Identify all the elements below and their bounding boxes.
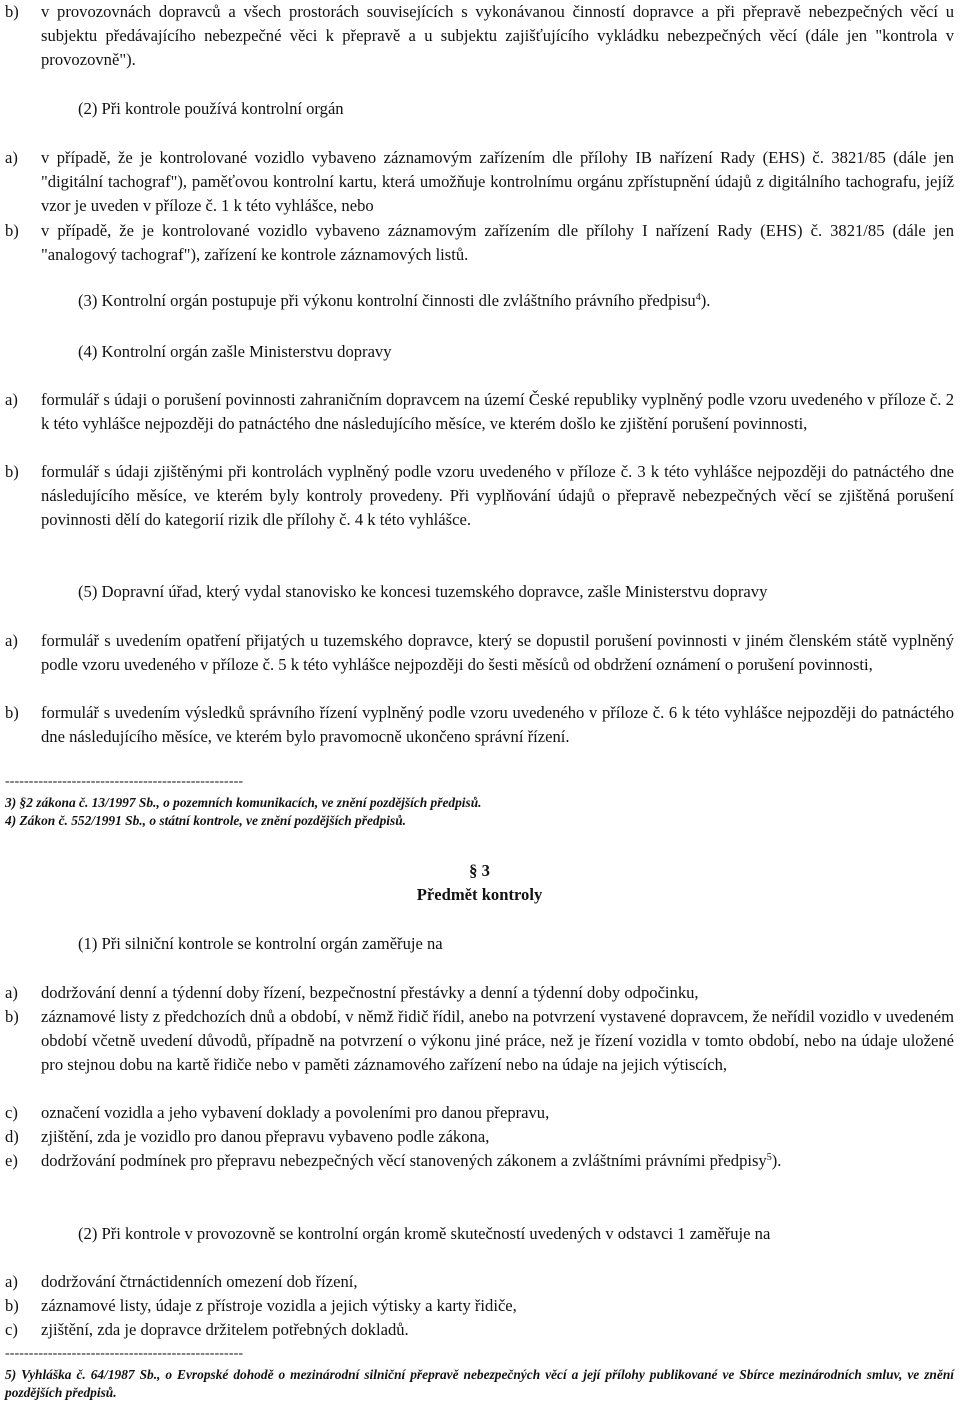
list-item-a [5,981,954,1005]
item-text: dodržování denní a týdenní doby řízení, bezpečnostní přestávky a denní a týdenní doby odpočinku, [41,983,699,1002]
item-text: dodržování čtrnáctidenních omezení dob řízení, [41,1272,358,1291]
footnote-3: 3) §2 zákona č. 13/1997 Sb., o pozemních komunikacích, ve znění pozdějších předpisů. [5,795,482,810]
list-item-b [5,1005,954,1078]
paragraph-3 [5,289,954,313]
section-3-paragraph-2-intro: (2) Při kontrole v provozovně se kontrolní orgán kromě skutečností uvedených v odstavci 1 zaměřuje na [78,1224,771,1243]
paragraph-tail: ). [700,291,711,310]
item-text: záznamové listy, údaje z přístroje vozidla a jejich výtisky a karty řidiče, [41,1296,517,1315]
list-item-a [5,1270,954,1294]
item-tail: ). [771,1151,782,1170]
list-item-b [5,0,954,73]
list-item-a [5,146,954,219]
item-text: dodržování podmínek pro přepravu nebezpečných věcí stanovených zákonem a zvláštními právními předpisy [41,1151,767,1170]
item-label: a) [5,1272,18,1291]
item-text: formulář s údaji zjištěnými při kontrolách vyplněný podle vzoru uvedeného v příloze č. 3 k této vyhlášce nejpozději do patnáctého dne následujícího měsíce, ve kterém byly kontroly provedeny. Při vyplňování údajů o přepravě nebezpečných věcí se zjištěná porušení povinnosti dělí do kategorií rizik dle přílohy č. 4 k této vyhlášce. [41,462,954,530]
item-text: záznamové listy z předchozích dnů a období, v němž řidič řídil, anebo na potvrzení vystavené dopravcem, že neřídil vozidlo v uvedeném období včetně uvedení důvodů, případně na potvrzení o výkonu jiné práce, než je řízení vozidla v tomto období, nebo na údaje uložené pro stejnou dobu na kartě řidiče nebo v paměti záznamového zařízení nebo na údaje na jejich výtiscích, [41,1007,954,1075]
list-item-b [5,219,954,267]
list-item-d [5,1125,954,1149]
item-label: b) [5,1296,19,1315]
item-text: v provozovnách dopravců a všech prostorách souvisejících s vykonávanou činností dopravce a při přepravě nebezpečných věcí u subjektu předávajícího nebezpečné věci k přepravě a u subjektu zajišťujícího vykládku nebezpečných věcí (dále jen "kontrola v provozovně"). [41,2,954,70]
item-label: a) [5,631,18,650]
item-text: formulář s uvedením opatření přijatých u tuzemského dopravce, který se dopustil porušení povinnosti v jiném členském státě vyplněný podle vzoru uvedeného v příloze č. 5 k této vyhlášce nejpozději do šesti měsíců od obdržení oznámení o porušení povinnosti, [41,631,954,675]
list-item-b [5,1294,954,1318]
list-item-b [5,701,954,749]
item-text: formulář s uvedením výsledků správního řízení vyplněný podle vzoru uvedeného v příloze č. 6 k této vyhlášce nejpozději do patnáctého dne následujícího měsíce, ve kterém bylo pravomocně ukončeno správní řízení. [41,703,954,747]
item-label: b) [5,221,19,240]
paragraph-4-intro: (4) Kontrolní orgán zašle Ministerstvu dopravy [78,342,392,361]
footnote-ref: 4 [695,292,701,303]
item-text: zjištění, zda je dopravce držitelem potřebných dokladů. [41,1320,409,1339]
item-label: b) [5,2,19,21]
paragraph-text: (3) Kontrolní orgán postupuje při výkonu kontrolní činnosti dle zvláštního právního předpisu [78,291,696,310]
section-3-paragraph-1-intro: (1) Při silniční kontrole se kontrolní orgán zaměřuje na [78,934,443,953]
item-label: b) [5,703,19,722]
list-item-e [5,1149,954,1173]
item-label: a) [5,390,18,409]
paragraph-5-intro: (5) Dopravní úřad, který vydal stanovisko ke koncesi tuzemského dopravce, zašle Ministerstvu dopravy [78,582,768,601]
footnote-ref: 5 [766,1152,772,1163]
section-number: § 3 [469,861,490,880]
item-text: zjištění, zda je vozidlo pro danou přepravu vybaveno podle zákona, [41,1127,490,1146]
item-label: c) [5,1320,18,1339]
footnote-5: 5) Vyhláška č. 64/1987 Sb., o Evropské dohodě o mezinárodní silniční přepravě nebezpečných věcí a její přílohy publikované ve Sbírce mezinárodních smluv, ve znění pozdějších předpisů. [5,1367,954,1400]
item-text: označení vozidla a jeho vybavení doklady a povoleními pro danou přepravu, [41,1103,550,1122]
item-text: formulář s údaji o porušení povinnosti zahraničním dopravcem na území České republiky vyplněný podle vzoru uvedeného v příloze č. 2 k této vyhlášce nejpozději do patnáctého dne následujícího měsíce, ve kterém došlo ke zjištění porušení povinnosti, [41,390,954,434]
item-label: b) [5,462,19,481]
list-item-c [5,1101,954,1125]
item-label: b) [5,1007,19,1026]
item-label: e) [5,1151,18,1170]
footnote-4: 4) Zákon č. 552/1991 Sb., o státní kontrole, ve znění pozdějších předpisů. [5,813,406,828]
section-title: Předmět kontroly [416,885,543,904]
item-label: c) [5,1103,18,1122]
list-item-a [5,629,954,677]
item-label: d) [5,1127,19,1146]
footnote-separator: -------------------------------------------------- [5,774,244,789]
list-item-a [5,388,954,436]
item-text: v případě, že je kontrolované vozidlo vybaveno záznamovým zařízením dle přílohy I nařízení Rady (EHS) č. 3821/85 (dále jen "analogový tachograf"), zařízení ke kontrole záznamových listů. [41,221,954,265]
list-item-c [5,1318,954,1342]
item-text: v případě, že je kontrolované vozidlo vybaveno záznamovým zařízením dle přílohy IB nařízení Rady (EHS) č. 3821/85 (dále jen "digitální tachograf"), paměťovou kontrolní kartu, která umožňuje kontrolnímu orgánu zpřístupnění údajů z digitálního tachografu, jejíž vzor je uveden v příloze č. 1 k této vyhlášce, nebo [41,148,954,216]
item-label: a) [5,983,18,1002]
paragraph-2-intro: (2) Při kontrole používá kontrolní orgán [78,99,344,118]
footnote-separator: -------------------------------------------------- [5,1346,244,1361]
list-item-b [5,460,954,533]
item-label: a) [5,148,18,167]
